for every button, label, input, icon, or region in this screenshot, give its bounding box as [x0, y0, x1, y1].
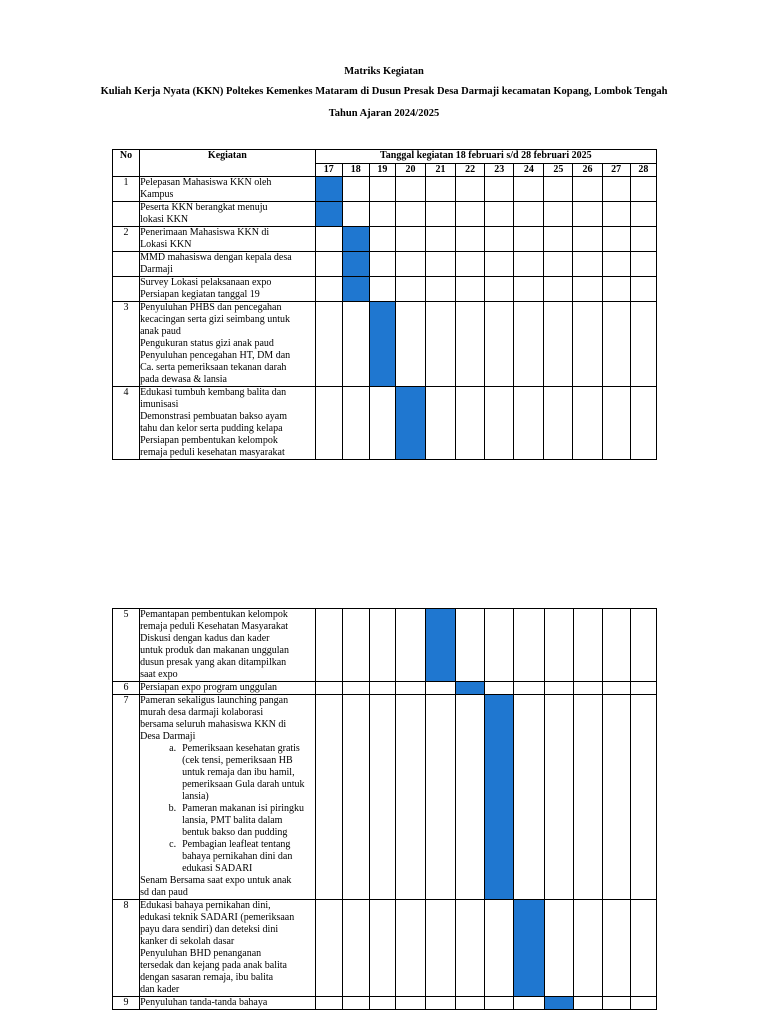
- activity-line: Pengukuran status gizi anak paud: [140, 338, 274, 349]
- schedule-cell: [573, 252, 602, 277]
- header-dates: Tanggal kegiatan 18 februari s/d 28 februari 2025: [315, 150, 656, 164]
- row-number: 5: [113, 609, 140, 682]
- day-header: 23: [485, 164, 514, 177]
- activity-line: Penyuluhan tanda-tanda bahaya: [140, 997, 268, 1008]
- activity-cell: [140, 682, 316, 695]
- schedule-cell: [573, 695, 602, 900]
- schedule-cell: [514, 202, 544, 227]
- activity-line: Penyuluhan pencegahan HT, DM dan: [140, 350, 291, 361]
- schedule-cell: [396, 695, 426, 900]
- schedule-bar: [342, 227, 369, 252]
- schedule-cell: [573, 227, 602, 252]
- activity-line: Demonstrasi pembuatan bakso ayam: [140, 411, 287, 422]
- schedule-cell: [573, 302, 602, 387]
- schedule-cell: [395, 202, 425, 227]
- activity-line: bersama seluruh mahasiswa KKN di: [140, 719, 287, 730]
- schedule-cell: [342, 997, 369, 1010]
- schedule-cell: [396, 900, 426, 997]
- schedule-cell: [544, 177, 573, 202]
- activity-cell: [140, 177, 316, 202]
- sub-item-marker: a.: [169, 743, 177, 754]
- activity-line: Pameran sekaligus launching pangan: [140, 695, 289, 706]
- schedule-cell: [514, 387, 544, 460]
- activity-line: kecacingan serta gizi seimbang untuk: [140, 314, 291, 325]
- activity-line: Darmaji: [140, 264, 173, 275]
- schedule-cell: [544, 900, 573, 997]
- schedule-cell: [514, 177, 544, 202]
- activity-line: edukasi SADARI: [182, 863, 253, 874]
- row-number: 4: [113, 387, 140, 460]
- schedule-cell: [369, 202, 395, 227]
- activity-line: Survey Lokasi pelaksanaan expo: [140, 277, 272, 288]
- schedule-cell: [396, 682, 426, 695]
- schedule-cell: [369, 695, 395, 900]
- schedule-cell: [426, 202, 456, 227]
- schedule-cell: [456, 609, 485, 682]
- schedule-cell: [315, 302, 342, 387]
- schedule-cell: [602, 177, 630, 202]
- schedule-cell: [396, 997, 426, 1010]
- schedule-cell: [342, 695, 369, 900]
- activity-line: Ca. serta pemeriksaan tekanan darah: [140, 362, 287, 373]
- schedule-cell: [369, 277, 395, 302]
- day-header: 19: [369, 164, 395, 177]
- schedule-cell: [426, 277, 456, 302]
- activity-row: [113, 277, 657, 302]
- schedule-bar: [456, 682, 485, 695]
- activity-row: [113, 252, 657, 277]
- activity-line: untuk remaja dan ibu hamil,: [182, 767, 295, 778]
- schedule-cell: [514, 252, 544, 277]
- schedule-cell: [514, 997, 544, 1010]
- schedule-bar: [544, 997, 573, 1010]
- activity-cell: [140, 609, 316, 682]
- schedule-bar: [426, 609, 456, 682]
- activity-row: [113, 387, 657, 460]
- header-no: No: [113, 150, 140, 177]
- sub-item: [140, 839, 315, 875]
- schedule-cell: [602, 695, 630, 900]
- row-number: [113, 252, 140, 277]
- schedule-bar: [485, 695, 514, 900]
- schedule-cell: [514, 277, 544, 302]
- day-header: 21: [426, 164, 456, 177]
- schedule-cell: [369, 227, 395, 252]
- schedule-cell: [342, 202, 369, 227]
- sub-item: [140, 743, 315, 803]
- activity-line: Penyuluhan PHBS dan pencegahan: [140, 302, 282, 313]
- row-number: 3: [113, 302, 140, 387]
- day-header: 20: [395, 164, 425, 177]
- schedule-cell: [315, 227, 342, 252]
- schedule-cell: [602, 682, 630, 695]
- activity-line: Penerimaan Mahasiswa KKN di: [140, 227, 270, 238]
- schedule-cell: [544, 387, 573, 460]
- schedule-cell: [573, 177, 602, 202]
- schedule-cell: [544, 252, 573, 277]
- schedule-cell: [573, 682, 602, 695]
- activity-cell: [140, 997, 316, 1010]
- schedule-bar: [395, 387, 425, 460]
- activity-row: [113, 609, 657, 682]
- schedule-cell: [456, 900, 485, 997]
- schedule-bar: [315, 177, 342, 202]
- activity-line: dusun presak yang akan ditampilkan: [140, 657, 287, 668]
- schedule-cell: [485, 277, 514, 302]
- activity-line: pada dewasa & lansia: [140, 374, 227, 385]
- activity-line: Pembagian leafleat tentang: [182, 839, 291, 850]
- document-title: Matriks Kegiatan: [344, 66, 424, 77]
- schedule-table-page2: [112, 608, 657, 1010]
- schedule-cell: [573, 387, 602, 460]
- schedule-bar: [315, 202, 342, 227]
- schedule-cell: [544, 695, 573, 900]
- schedule-cell: [426, 387, 456, 460]
- schedule-cell: [573, 202, 602, 227]
- activity-line: Persiapan pembentukan kelompok: [140, 435, 278, 446]
- schedule-cell: [630, 900, 656, 997]
- row-number: [113, 277, 140, 302]
- activity-cell: [140, 695, 316, 900]
- activity-line: MMD mahasiswa dengan kepala desa: [140, 252, 292, 263]
- schedule-cell: [456, 277, 485, 302]
- activity-line: Edukasi tumbuh kembang balita dan: [140, 387, 287, 398]
- activity-line: payu dara sendiri) dan deteksi dini: [140, 924, 279, 935]
- schedule-cell: [342, 900, 369, 997]
- activity-line: murah desa darmaji kolaborasi: [140, 707, 264, 718]
- schedule-cell: [630, 177, 656, 202]
- schedule-cell: [485, 227, 514, 252]
- schedule-cell: [544, 609, 573, 682]
- schedule-cell: [395, 227, 425, 252]
- schedule-cell: [456, 202, 485, 227]
- schedule-cell: [315, 252, 342, 277]
- schedule-cell: [342, 682, 369, 695]
- row-number: 6: [113, 682, 140, 695]
- sub-item-marker: b.: [168, 803, 177, 814]
- schedule-cell: [602, 997, 630, 1010]
- activity-cell: [140, 252, 316, 277]
- schedule-cell: [456, 302, 485, 387]
- schedule-cell: [396, 609, 426, 682]
- activity-line: kanker di sekolah dasar: [140, 936, 235, 947]
- schedule-cell: [544, 277, 573, 302]
- schedule-cell: [369, 682, 395, 695]
- schedule-cell: [602, 252, 630, 277]
- schedule-cell: [426, 695, 456, 900]
- schedule-bar: [514, 900, 544, 997]
- schedule-cell: [342, 387, 369, 460]
- schedule-cell: [456, 387, 485, 460]
- schedule-cell: [602, 387, 630, 460]
- activity-line: Kampus: [140, 189, 174, 200]
- schedule-cell: [630, 302, 656, 387]
- schedule-cell: [342, 177, 369, 202]
- activity-line: imunisasi: [140, 399, 179, 410]
- schedule-cell: [369, 900, 395, 997]
- activity-line: Penyuluhan BHD penanganan: [140, 948, 262, 959]
- activity-line: bentuk bakso dan pudding: [182, 827, 288, 838]
- schedule-cell: [630, 277, 656, 302]
- schedule-cell: [395, 252, 425, 277]
- day-header: 22: [456, 164, 485, 177]
- row-number: [113, 202, 140, 227]
- row-number: 1: [113, 177, 140, 202]
- day-header: 27: [602, 164, 630, 177]
- schedule-cell: [315, 609, 342, 682]
- schedule-cell: [426, 177, 456, 202]
- schedule-cell: [544, 682, 573, 695]
- activity-line: bahaya pernikahan dini dan: [182, 851, 293, 862]
- schedule-cell: [573, 997, 602, 1010]
- schedule-cell: [630, 695, 656, 900]
- schedule-cell: [456, 227, 485, 252]
- schedule-cell: [573, 609, 602, 682]
- activity-line: pemeriksaan Gula darah untuk: [182, 779, 305, 790]
- schedule-cell: [573, 277, 602, 302]
- schedule-cell: [630, 387, 656, 460]
- schedule-cell: [369, 177, 395, 202]
- schedule-cell: [544, 302, 573, 387]
- schedule-cell: [315, 695, 342, 900]
- schedule-cell: [485, 387, 514, 460]
- schedule-cell: [514, 682, 544, 695]
- schedule-cell: [485, 900, 514, 997]
- activity-line: Pemeriksaan kesehatan gratis: [182, 743, 300, 754]
- schedule-cell: [602, 609, 630, 682]
- sub-item: [140, 803, 315, 839]
- schedule-cell: [342, 609, 369, 682]
- activity-line: untuk produk dan makanan unggulan: [140, 645, 289, 656]
- schedule-cell: [602, 202, 630, 227]
- activity-row: [113, 997, 657, 1010]
- schedule-cell: [573, 900, 602, 997]
- activity-row: [113, 695, 657, 900]
- schedule-cell: [426, 682, 456, 695]
- schedule-cell: [456, 177, 485, 202]
- schedule-cell: [369, 609, 395, 682]
- schedule-cell: [369, 997, 395, 1010]
- activity-line: Desa Darmaji: [140, 731, 196, 742]
- activity-line: edukasi teknik SADARI (pemeriksaan: [140, 912, 295, 923]
- day-header: 28: [630, 164, 656, 177]
- activity-row: [113, 177, 657, 202]
- schedule-cell: [602, 900, 630, 997]
- schedule-cell: [514, 609, 544, 682]
- activity-line: dengan sasaran remaja, ibu balita: [140, 972, 274, 983]
- schedule-cell: [456, 252, 485, 277]
- activity-line: (cek tensi, pemeriksaan HB: [182, 755, 293, 766]
- activity-row: [113, 682, 657, 695]
- activity-line: tahu dan kelor serta pudding kelapa: [140, 423, 283, 434]
- sub-item-marker: c.: [169, 839, 177, 850]
- activity-line: Persiapan expo program unggulan: [140, 682, 278, 693]
- activity-line: tersedak dan kejang pada anak balita: [140, 960, 287, 971]
- activity-line: Pelepasan Mahasiswa KKN oleh: [140, 177, 272, 188]
- activity-row: [113, 900, 657, 997]
- schedule-cell: [544, 202, 573, 227]
- schedule-cell: [602, 277, 630, 302]
- activity-row: [113, 302, 657, 387]
- schedule-cell: [315, 997, 342, 1010]
- activity-row: [113, 227, 657, 252]
- activity-cell: [140, 277, 316, 302]
- schedule-cell: [395, 277, 425, 302]
- day-header: 18: [342, 164, 369, 177]
- activity-cell: [140, 302, 316, 387]
- activity-line: Pameran makanan isi piringku: [182, 803, 305, 814]
- schedule-cell: [485, 177, 514, 202]
- schedule-cell: [315, 387, 342, 460]
- schedule-cell: [514, 302, 544, 387]
- day-header: 25: [544, 164, 573, 177]
- activity-line: Senam Bersama saat expo untuk anak: [140, 875, 292, 886]
- schedule-bar: [342, 277, 369, 302]
- schedule-cell: [426, 997, 456, 1010]
- day-header: 26: [573, 164, 602, 177]
- activity-line: sd dan paud: [140, 887, 188, 898]
- header-activity: Kegiatan: [140, 150, 316, 177]
- row-number: 7: [113, 695, 140, 900]
- activity-line: Peserta KKN berangkat menuju: [140, 202, 268, 213]
- schedule-cell: [369, 252, 395, 277]
- schedule-cell: [485, 302, 514, 387]
- schedule-cell: [514, 227, 544, 252]
- activity-line: anak paud: [140, 326, 181, 337]
- schedule-cell: [514, 695, 544, 900]
- activity-line: Lokasi KKN: [140, 239, 192, 250]
- schedule-cell: [630, 682, 656, 695]
- activity-line: saat expo: [140, 669, 178, 680]
- schedule-cell: [426, 900, 456, 997]
- schedule-cell: [315, 277, 342, 302]
- document-subtitle: Kuliah Kerja Nyata (KKN) Poltekes Kemenkes Mataram di Dusun Presak Desa Darmaji kecamatan Kopang, Lombok Tengah: [100, 86, 668, 97]
- activity-cell: [140, 202, 316, 227]
- activity-line: Edukasi bahaya pernikahan dini,: [140, 900, 271, 911]
- activity-line: Persiapan kegiatan tanggal 19: [140, 289, 260, 300]
- row-number: 2: [113, 227, 140, 252]
- schedule-cell: [485, 682, 514, 695]
- document-year: Tahun Ajaran 2024/2025: [328, 108, 440, 119]
- schedule-cell: [342, 302, 369, 387]
- day-header: 17: [315, 164, 342, 177]
- schedule-cell: [426, 227, 456, 252]
- activity-cell: [140, 227, 316, 252]
- schedule-bar: [342, 252, 369, 277]
- schedule-cell: [315, 900, 342, 997]
- schedule-cell: [426, 252, 456, 277]
- activity-line: lansia, PMT balita dalam: [182, 815, 283, 826]
- activity-line: Pemantapan pembentukan kelompok: [140, 609, 288, 620]
- schedule-cell: [426, 302, 456, 387]
- schedule-cell: [369, 387, 395, 460]
- schedule-cell: [602, 302, 630, 387]
- activity-line: dan kader: [140, 984, 180, 995]
- day-header: 24: [514, 164, 544, 177]
- activity-line: lokasi KKN: [140, 214, 189, 225]
- row-number: 8: [113, 900, 140, 997]
- schedule-cell: [630, 609, 656, 682]
- schedule-cell: [456, 997, 485, 1010]
- schedule-cell: [630, 997, 656, 1010]
- schedule-cell: [602, 227, 630, 252]
- activity-line: Diskusi dengan kadus dan kader: [140, 633, 270, 644]
- schedule-cell: [315, 682, 342, 695]
- activity-cell: [140, 387, 316, 460]
- activity-line: remaja peduli Kesehatan Masyarakat: [140, 621, 289, 632]
- schedule-cell: [485, 997, 514, 1010]
- schedule-cell: [485, 609, 514, 682]
- schedule-cell: [395, 177, 425, 202]
- schedule-bar: [369, 302, 395, 387]
- schedule-cell: [544, 227, 573, 252]
- schedule-cell: [456, 695, 485, 900]
- schedule-cell: [485, 252, 514, 277]
- schedule-cell: [395, 302, 425, 387]
- activity-row: [113, 202, 657, 227]
- activity-cell: [140, 900, 316, 997]
- schedule-table-page1: [112, 149, 657, 460]
- schedule-cell: [630, 227, 656, 252]
- row-number: 9: [113, 997, 140, 1010]
- schedule-cell: [630, 202, 656, 227]
- schedule-cell: [485, 202, 514, 227]
- activity-line: lansia): [182, 791, 209, 802]
- schedule-cell: [630, 252, 656, 277]
- activity-line: remaja peduli kesehatan masyarakat: [140, 447, 285, 458]
